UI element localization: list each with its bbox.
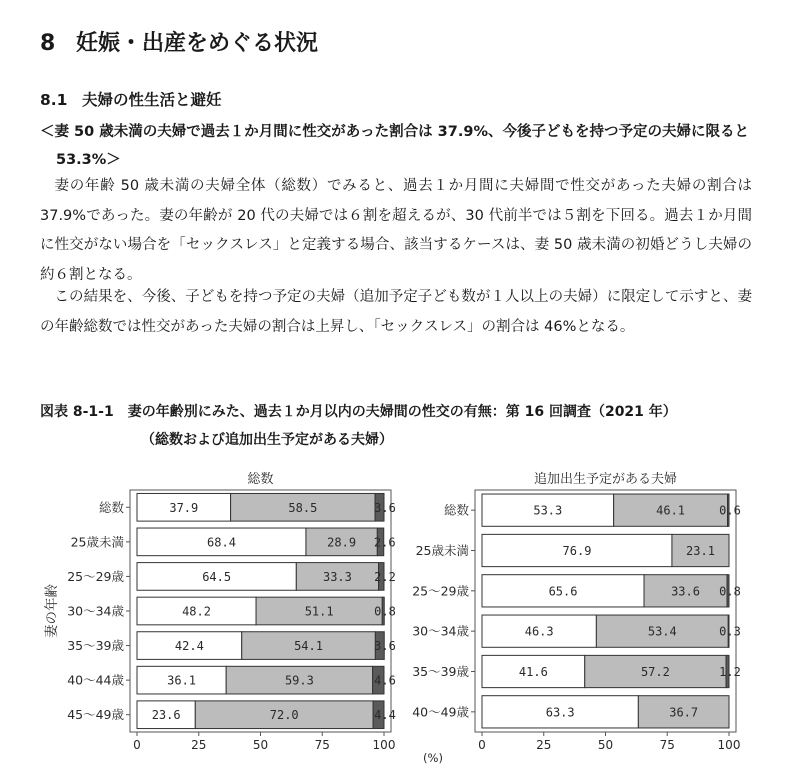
category-label: 40～49歳 — [412, 704, 469, 720]
highlight-summary: ＜妻 50 歳未満の夫婦で過去１か月間に性交があった割合は 37.9%、今後子どもを持つ予定の夫婦に限ると 53.3%＞ — [40, 124, 749, 168]
data-label-none: 51.1 — [304, 604, 334, 619]
data-label-na: 4.4 — [374, 708, 396, 723]
panel-title-1: 総数 — [247, 472, 274, 487]
data-label-na: 0.8 — [374, 604, 396, 619]
x-tick-label: 100 — [372, 738, 396, 752]
data-label-had: 48.2 — [182, 604, 211, 619]
data-label-none: 54.1 — [294, 639, 323, 654]
data-label-na: 3.6 — [374, 500, 396, 515]
category-label: 総数 — [98, 499, 124, 515]
data-label-none: 23.1 — [686, 544, 715, 558]
subsection-number: 8.1 — [40, 91, 68, 109]
category-label: 35～39歳 — [67, 638, 124, 654]
data-label-none: 72.0 — [269, 708, 299, 723]
data-label-na: 1.2 — [719, 665, 741, 679]
x-tick-label: 50 — [597, 738, 614, 752]
y-axis-label: 妻の年齢 — [44, 584, 60, 638]
x-tick-label: 75 — [659, 738, 675, 752]
category-label: 25～29歳 — [412, 583, 469, 599]
data-label-none: 33.3 — [322, 569, 352, 584]
x-tick-label: 50 — [252, 738, 269, 752]
x-tick-label: 0 — [133, 738, 141, 752]
x-tick-label: 100 — [717, 738, 741, 752]
data-label-had: 37.9 — [169, 500, 199, 515]
category-label: 25歳未満 — [70, 534, 124, 550]
panel-title-2: 追加出生予定がある夫婦 — [533, 472, 678, 487]
x-tick-label: 25 — [191, 738, 207, 752]
data-label-had: 36.1 — [167, 673, 197, 688]
category-label: 25歳未満 — [415, 543, 469, 558]
category-label: 45～49歳 — [67, 707, 124, 723]
data-label-had: 65.6 — [548, 584, 578, 599]
figure-label: 図表 8-1-1 — [40, 404, 114, 420]
section-title-text: 妊娠・出産をめぐる状況 — [76, 31, 319, 56]
category-label: 総数 — [443, 502, 469, 518]
data-label-none: 57.2 — [640, 665, 670, 679]
data-label-none: 33.6 — [671, 584, 700, 599]
data-label-none: 28.9 — [327, 535, 357, 550]
data-label-na: 4.6 — [374, 673, 396, 688]
data-label-none: 53.4 — [647, 624, 677, 639]
data-label-had: 63.3 — [545, 705, 575, 720]
section-number: 8 — [40, 31, 56, 56]
data-label-had: 76.9 — [562, 544, 592, 558]
x-tick-label: 25 — [536, 738, 552, 752]
x-tick-label: 0 — [478, 738, 486, 752]
category-label: 35～39歳 — [412, 664, 469, 679]
data-label-na: 3.6 — [374, 639, 396, 654]
data-label-none: 46.1 — [656, 503, 686, 518]
data-label-had: 53.3 — [533, 503, 563, 518]
data-label-none: 36.7 — [669, 705, 699, 720]
category-label: 30～34歳 — [412, 623, 469, 639]
data-label-none: 59.3 — [284, 673, 314, 688]
data-label-na: 0.6 — [719, 503, 741, 518]
paragraph-2: この結果を、今後、子どもを持つ予定の夫婦（追加予定子ども数が１人以上の夫婦）に限定して示すと、妻の年齢総数では性交があった夫婦の割合は上昇し、「セックスレス」の割合は 46%となる。 — [40, 289, 752, 335]
data-label-na: 0.8 — [719, 584, 741, 599]
category-label: 40～44歳 — [67, 672, 124, 688]
category-label: 30～34歳 — [67, 603, 124, 619]
data-label-had: 23.6 — [151, 708, 181, 723]
figure-subtitle: （総数および追加出生予定がある夫婦） — [141, 432, 393, 448]
data-label-na: 2.2 — [374, 569, 396, 584]
data-label-had: 64.5 — [202, 569, 232, 584]
data-label-had: 42.4 — [174, 639, 204, 654]
data-label-had: 41.6 — [518, 665, 548, 679]
data-label-none: 58.5 — [288, 500, 318, 515]
data-label-had: 68.4 — [207, 535, 236, 550]
x-tick-label: 75 — [314, 738, 330, 752]
paragraph-1: 妻の年齢 50 歳未満の夫婦全体（総数）でみると、過去１か月間に夫婦間で性交があった夫婦の割合は 37.9%であった。妻の年齢が 20 代の夫婦では６割を超えるが、30 代前半では５割を下回る。過去１か月間に性交がない場合を「セックスレス」と定義する場合、該当するケースは、妻 50 歳未満の初婚どうし夫婦の約６割となる。 — [40, 178, 752, 283]
x-axis-label: (%) — [423, 751, 443, 765]
data-label-had: 46.3 — [524, 624, 554, 639]
figure-title: 妻の年齢別にみた、過去１か月以内の夫婦間の性交の有無：第 16 回調査（2021 年） — [127, 404, 677, 420]
category-label: 25～29歳 — [67, 568, 124, 584]
data-label-na: 0.3 — [719, 624, 741, 639]
data-label-na: 2.6 — [373, 535, 396, 550]
subsection-title-text: 夫婦の性生活と避妊 — [82, 91, 222, 109]
